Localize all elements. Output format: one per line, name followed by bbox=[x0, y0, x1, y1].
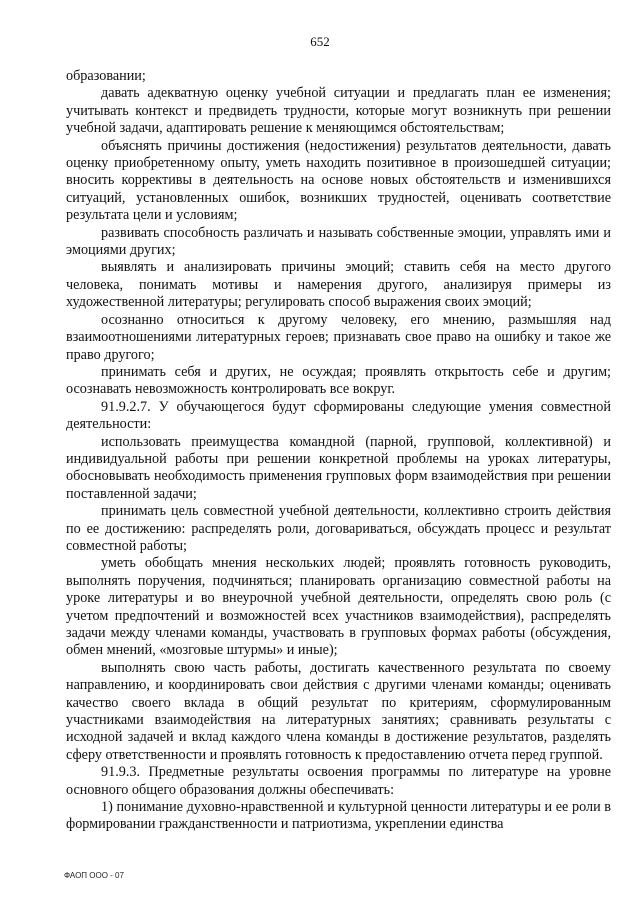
paragraph: объяснять причины достижения (недостижения) результатов деятельности, давать оценку приобретенному опыту, уметь находить позитивное в произошедшей ситуации; вносить коррективы в деятельность на основе новых обстоятельств и изменившихся ситуаций, установленных ошибок, возникших трудностей, оценивать соответствие результата цели и условиям; bbox=[66, 137, 611, 224]
paragraph: уметь обобщать мнения нескольких людей; проявлять готовность руководить, выполнять поручения, подчиняться; планировать организацию совместной работы на уроке литературы и во внеурочной учебной деятельности, определять свою роль (с учетом предпочтений и возможностей всех участников взаимодействия), распределять задачи между членами команды, участвовать в групповых формах работы (обсуждения, обмен мнений, «мозговые штурмы» и иные); bbox=[66, 555, 611, 659]
page-number: 652 bbox=[310, 34, 330, 49]
paragraph: выполнять свою часть работы, достигать качественного результата по своему направлению, и координировать свои действия с другими членами команды; оценивать качество своего вклада в общий результат по критериям, сформулированным участниками взаимодействия на литературных занятиях; сравнивать результаты с исходной задачей и вклад каждого члена команды в достижение результатов, разделять сферу ответственности и проявлять готовность к предоставлению отчета перед группой. bbox=[66, 659, 611, 763]
paragraph: принимать себя и других, не осуждая; проявлять открытость себе и другим; осознавать невозможность контролировать все вокруг. bbox=[66, 363, 611, 398]
section-heading: 91.9.2.7. У обучающегося будут сформированы следующие умения совместной деятельности: bbox=[66, 398, 611, 433]
paragraph: давать адекватную оценку учебной ситуации и предлагать план ее изменения; учитывать контекст и предвидеть трудности, которые могут возникнуть при решении учебной задачи, адаптировать решение к меняющимся обстоятельствам; bbox=[66, 85, 611, 137]
paragraph: выявлять и анализировать причины эмоций; ставить себя на место другого человека, понимать мотивы и намерения другого, анализируя примеры из художественной литературы; регулировать способ выражения своих эмоций; bbox=[66, 259, 611, 311]
page-body bbox=[66, 68, 611, 834]
paragraph: осознанно относиться к другому человеку, его мнению, размышляя над взаимоотношениями литературных героев; признавать свое право на ошибку и такое же право другого; bbox=[66, 311, 611, 363]
section-heading: 91.9.3. Предметные результаты освоения программы по литературе на уровне основного общего образования должны обеспечивать: bbox=[66, 764, 611, 798]
paragraph: 1) понимание духовно-нравственной и культурной ценности литературы и ее роли в формировании гражданственности и патриотизма, укреплении единства bbox=[66, 799, 611, 833]
paragraph: развивать способность различать и называть собственные эмоции, управлять ими и эмоциями других; bbox=[66, 224, 611, 259]
paragraph: принимать цель совместной учебной деятельности, коллективно строить действия по ее достижению: распределять роли, договариваться, обсуждать процесс и результат совместной работы; bbox=[66, 503, 611, 554]
document-footer: ФАОП ООО - 07 bbox=[64, 871, 124, 880]
paragraph: образовании; bbox=[66, 68, 146, 84]
paragraph: использовать преимущества командной (парной, групповой, коллективной) и индивидуальной работы при решении конкретной проблемы на уроках литературы, обосновывать необходимость применения групповых форм взаимодействия при решении поставленной задачи; bbox=[66, 433, 611, 502]
